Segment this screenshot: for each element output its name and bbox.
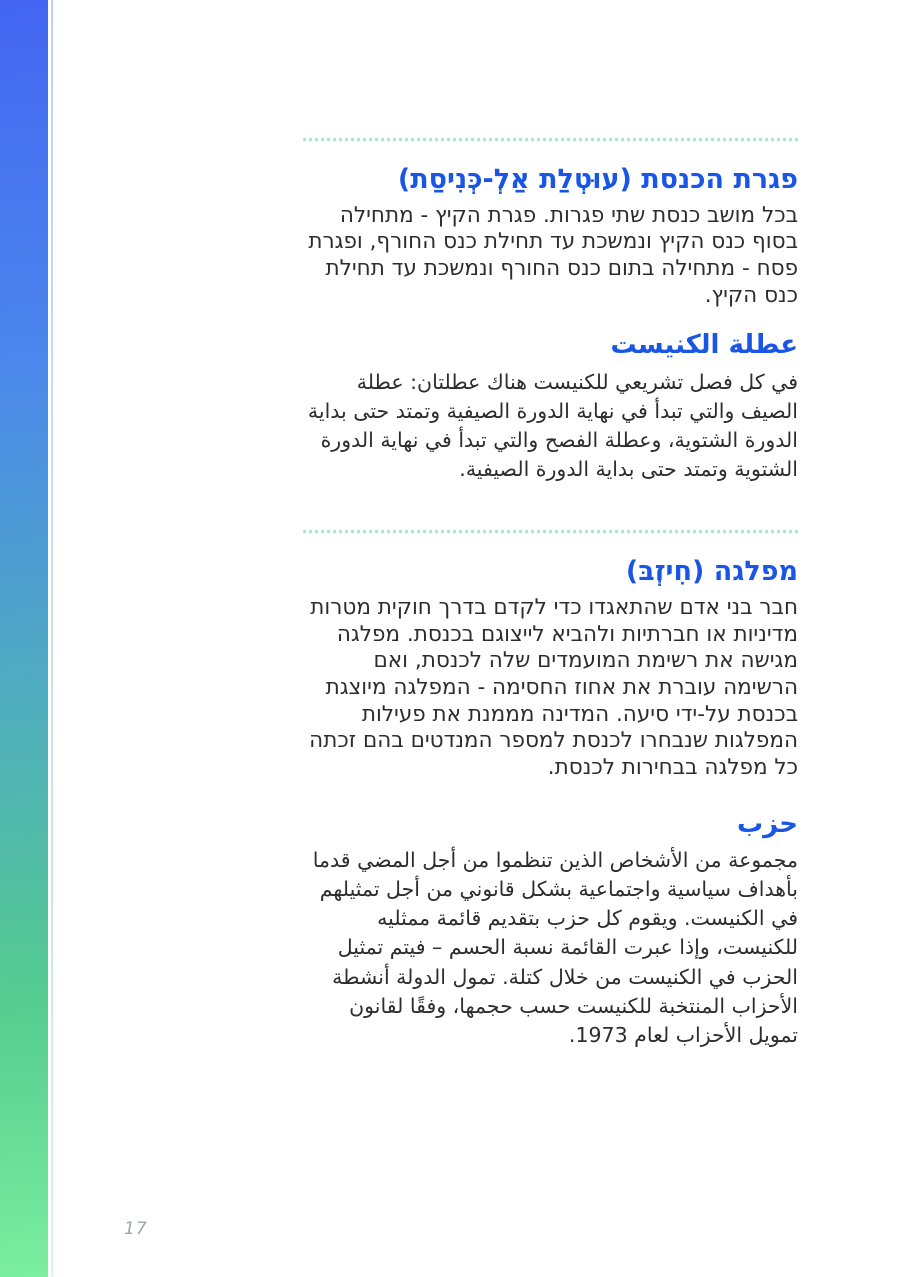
- term-definition-knesset-holiday-ar: في كل فصل تشريعي للكنيست هناك عطلتان: عطلة الصيف والتي تبدأ في نهاية الدورة الصيفية وتمتد حتى بداية الدورة الشتوية، وعطلة الفصح والتي تبدأ في نهاية الدورة الشتوية وتمتد حتى بداية الدورة الصيفية.: [307, 369, 798, 482]
- page-number: 17: [124, 1219, 148, 1239]
- glossary-page-content: [302, 138, 798, 1050]
- term-heading-knesset-holiday-ar: عطلة الكنيست: [610, 330, 798, 361]
- term-definition-party: חבר בני אדם שהתאגדו כדי לקדם בדרך חוקית מטרות מדיניות או חברתיות ולהביא לייצוגם בכנסת. מפלגה מגישה את רשימת המועמדים שלה לכנסת, ואם הרשימה עוברת את אחוז החסימה - המפלגה מיוצגת בכנסת על-ידי סיעה. המדינה מממנת את פעילות המפלגות שנבחרו לכנסת למספר המנדטים בהם זכתה כל מפלגה בבחירות לכנסת.: [309, 595, 798, 780]
- term-definition-knesset-recess: בכל מושב כנסת שתי פגרות. פגרת הקיץ - מתחילה בסוף כנס הקיץ ונמשכת עד תחילת כנס החורף, ופגרת פסח - מתחילה בתום כנס החורף ונמשכת עד תחילת כנס הקיץ.: [308, 202, 798, 308]
- term-heading-party-ar: حزب: [736, 808, 798, 839]
- gradient-sidebar: [0, 0, 48, 1277]
- dotted-divider: [302, 530, 798, 533]
- sidebar-accent-line: [51, 0, 53, 1277]
- term-heading-party: מפלגה (חִיזְבּ): [625, 556, 798, 588]
- term-definition-party-ar: مجموعة من الأشخاص الذين تنظموا من أجل المضي قدما بأهداف سياسية واجتماعية بشكل قانوني من أجل تمثيلهم في الكنيست. ويقوم كل حزب بتقديم قائمة ممثليه للكنيست، وإذا عبرت القائمة نسبة الحسم – فيتم تمثيل الحزب في الكنيست من خلال كتلة. تمول الدولة أنشطة الأحزاب المنتخبة للكنيست حسب حجمها، وفقًا لقانون تمويل الأحزاب لعام 1973.: [312, 848, 798, 1047]
- term-heading-knesset-recess: פגרת הכנסת (עוּטְלַת אַלְ-כְּנִיסַת): [397, 164, 798, 195]
- dotted-divider: [302, 138, 798, 141]
